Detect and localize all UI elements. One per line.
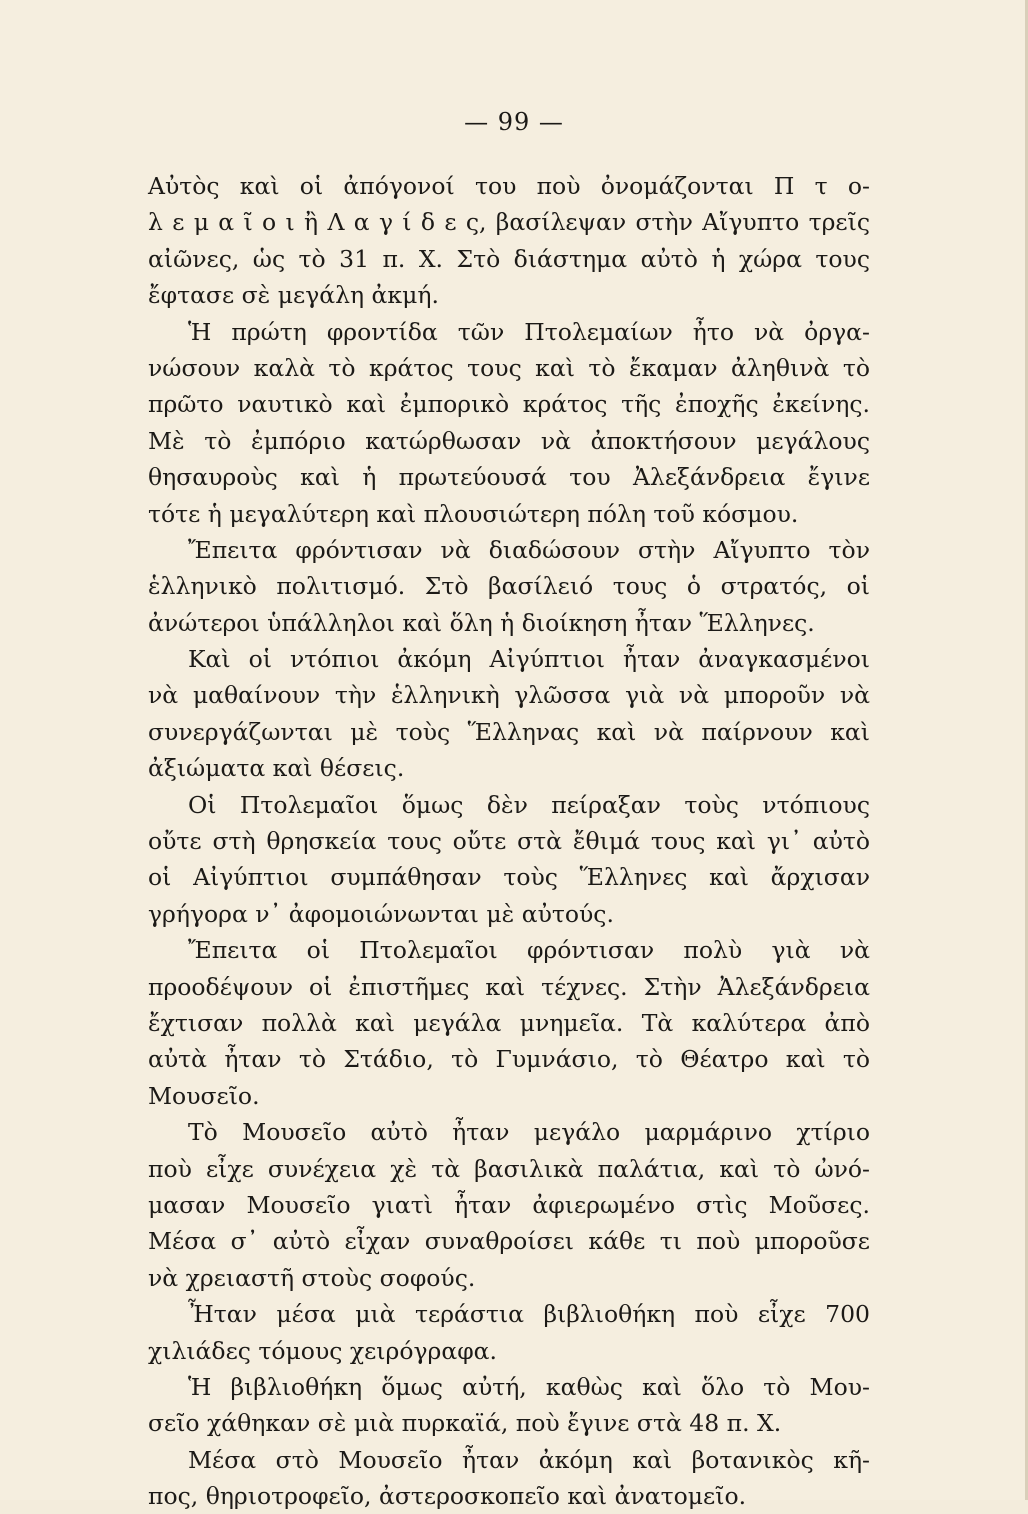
- text-line: Καὶ οἱ ντόπιοι ἀκόμη Αἰγύπτιοι ἦταν ἀναγκασμένοι: [188, 645, 870, 674]
- text-line: νὰ μαθαίνουν τὴν ἑλληνικὴ γλῶσσα γιὰ νὰ μποροῦν νὰ: [148, 681, 870, 710]
- text-line: νώσουν καλὰ τὸ κράτος τους καὶ τὸ ἔκαμαν ἀληθινὰ τὸ: [148, 353, 870, 382]
- text-line: Οἱ Πτολεμαῖοι ὅμως δὲν πείραξαν τοὺς ντόπιους: [188, 790, 870, 819]
- text-line: ἔφτασε σὲ μεγάλη ἀκμή.: [148, 281, 439, 310]
- text-line: χιλιάδες τόμους χειρόγραφα.: [148, 1336, 497, 1365]
- text-line: Αὐτὸς καὶ οἱ ἀπόγονοί του ποὺ ὀνομάζονται Π τ ο-: [148, 172, 870, 200]
- text-line: ἀνώτεροι ὑπάλληλοι καὶ ὅλη ἡ διοίκηση ἦταν Ἕλληνες.: [148, 608, 815, 637]
- text-line: γρήγορα ν᾽ ἀφομοιώνωνται μὲ αὐτούς.: [148, 899, 614, 928]
- text-line: θησαυροὺς καὶ ἡ πρωτεύουσά του Ἀλεξάνδρεια ἔγινε: [148, 463, 870, 492]
- text-line: Τὸ Μουσεῖο αὐτὸ ἦταν μεγάλο μαρμάρινο χτίριο: [188, 1118, 870, 1147]
- page-number: — 99 —: [464, 108, 564, 136]
- text-line: πος, θηριοτροφεῖο, ἀστεροσκοπεῖο καὶ ἀνατομεῖο.: [148, 1482, 747, 1511]
- text-line: ποὺ εἶχε συνέχεια χὲ τὰ βασιλικὰ παλάτια, καὶ τὸ ὠνό-: [148, 1154, 870, 1183]
- text-line: ἀξιώματα καὶ θέσεις.: [148, 754, 405, 783]
- text-line: Ἦταν μέσα μιὰ τεράστια βιβλιοθήκη ποὺ εἶχε 700: [188, 1300, 870, 1329]
- text-line: αἰῶνες, ὡς τὸ 31 π. Χ. Στὸ διάστημα αὐτὸ ἡ χώρα τους: [148, 244, 870, 273]
- text-line: προοδέψουν οἱ ἐπιστῆμες καὶ τέχνες. Στὴν Ἀλεξάνδρεια: [148, 972, 870, 1001]
- text-line: πρῶτο ναυτικὸ καὶ ἐμπορικὸ κράτος τῆς ἐποχῆς ἐκείνης.: [148, 390, 870, 419]
- text-line: μασαν Μουσεῖο γιατὶ ἦταν ἀφιερωμένο στὶς Μοῦσες.: [148, 1190, 870, 1219]
- text-line: Μέσα σ᾽ αὐτὸ εἶχαν συναθροίσει κάθε τι ποὺ μποροῦσε: [148, 1227, 870, 1256]
- text-line: Ἡ βιβλιοθήκη ὅμως αὐτή, καθὼς καὶ ὅλο τὸ Μου-: [188, 1372, 870, 1401]
- text-line: αὐτὰ ἦταν τὸ Στάδιο, τὸ Γυμνάσιο, τὸ Θέατρο καὶ τὸ: [148, 1045, 870, 1074]
- text-line: Μέσα στὸ Μουσεῖο ἦταν ἀκόμη καὶ βοτανικὸς κῆ-: [188, 1445, 870, 1474]
- text-line: τότε ἡ μεγαλύτερη καὶ πλουσιώτερη πόλη τοῦ κόσμου.: [148, 499, 799, 528]
- text-line: σεῖο χάθηκαν σὲ μιὰ πυρκαϊά, ποὺ ἔγινε στὰ 48 π. Χ.: [148, 1409, 782, 1438]
- text-line: νὰ χρειαστῆ στοὺς σοφούς.: [148, 1263, 476, 1292]
- text-line: ἔχτισαν πολλὰ καὶ μεγάλα μνημεῖα. Τὰ καλύτερα ἀπὸ: [148, 1008, 870, 1037]
- text-line: συνεργάζωνται μὲ τοὺς Ἕλληνας καὶ νὰ παίρνουν καὶ: [148, 717, 870, 746]
- text-line: Ἔπειτα φρόντισαν νὰ διαδώσουν στὴν Αἴγυπτο τὸν: [188, 535, 870, 564]
- text-line: Μουσεῖο.: [148, 1081, 260, 1110]
- text-line: οἱ Αἰγύπτιοι συμπάθησαν τοὺς Ἕλληνες καὶ ἄρχισαν: [148, 863, 870, 892]
- text-line: λ ε μ α ῖ ο ι ἢ Λ α γ ί δ ε ς, βασίλεψαν στὴν Αἴγυπτο τρεῖς: [148, 208, 870, 237]
- text-line: Μὲ τὸ ἐμπόριο κατώρθωσαν νὰ ἀποκτήσουν μεγάλους: [148, 426, 870, 455]
- text-line: Ἔπειτα οἱ Πτολεμαῖοι φρόντισαν πολὺ γιὰ νὰ: [188, 936, 870, 965]
- text-line: οὔτε στὴ θρησκεία τους οὔτε στὰ ἔθιμά τους καὶ γι᾽ αὐτὸ: [148, 827, 870, 856]
- text-line: ἑλληνικὸ πολιτισμό. Στὸ βασίλειό τους ὁ στρατός, οἱ: [148, 572, 870, 601]
- body-text: [148, 168, 870, 1514]
- text-line: Ἡ πρώτη φροντίδα τῶν Πτολεμαίων ἦτο νὰ ὀργα-: [188, 317, 870, 346]
